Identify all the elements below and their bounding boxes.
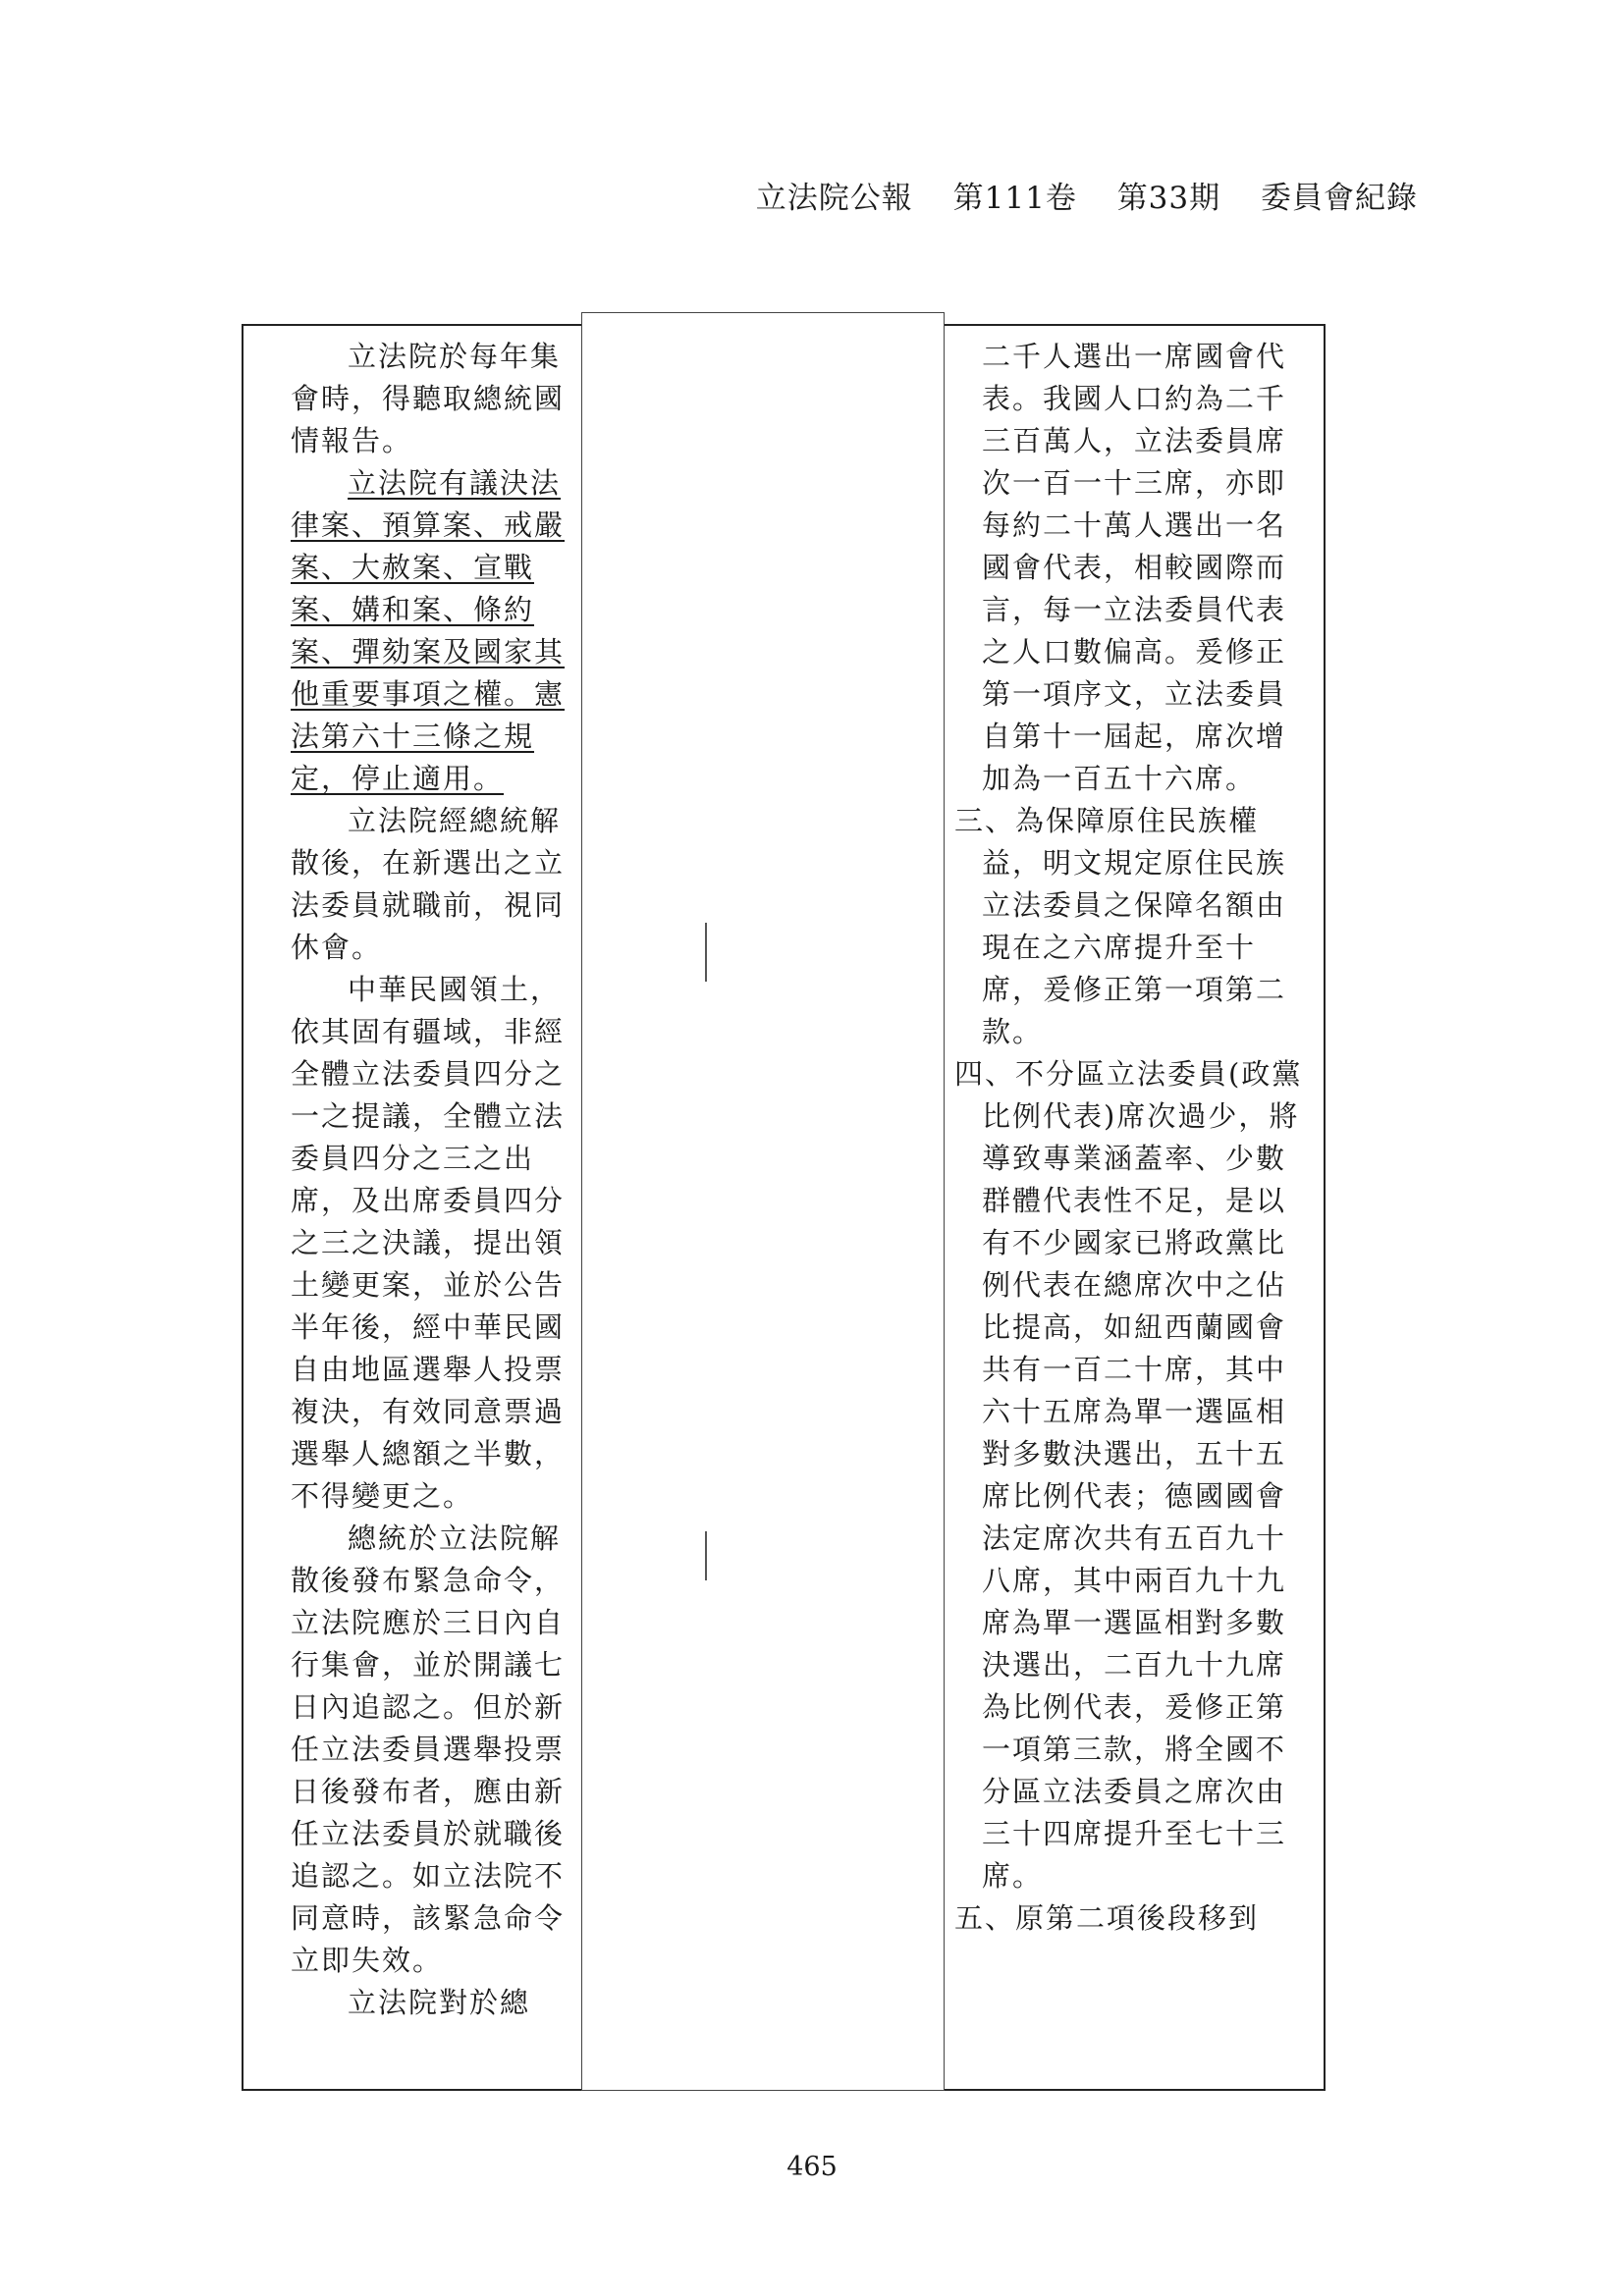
section-label: 委員會紀錄 (1261, 181, 1418, 216)
right-paragraph-1: 二千人選出一席國會代表。我國人口約為二千三百萬人，立法委員席次一百一十三席，亦即每約二十萬人選出一名國會代表，相較國際而言，每一立法委員代表之人口數偏高。爰修正第一項序文，立法委員自第十一屆起，席次增加為一百五十六席。 (982, 340, 1287, 795)
left-paragraph-1: 立法院於每年集會時，得聽取總統國情報告。 (291, 340, 566, 457)
right-paragraph-2: 三、為保障原住民族權益，明文規定原住民族立法委員之保障名額由現在之六席提升至十席，爰修正第一項第二款。 (954, 804, 1287, 1048)
right-column (945, 324, 1326, 2091)
volume-label: 第111卷 (952, 181, 1077, 216)
publication-title: 立法院公報 (755, 181, 913, 216)
left-paragraph-4: 中華民國領土，依其固有疆域，非經全體立法委員四分之一之提議，全體立法委員四分之三之出席，及出席委員四分之三之決議，提出領土變更案，並於公告半年後，經中華民國自由地區選舉人投票複決，有效同意票過選舉人總額之半數，不得變更之。 (291, 973, 566, 1513)
right-paragraph-3: 四、不分區立法委員(政黨比例代表)席次過少，將導致專業涵蓋率、少數群體代表性不足，是以有不少國家已將政黨比例代表在總席次中之佔比提高，如紐西蘭國會共有一百二十席，其中六十五席為單一選區相對多數決選出，五十五席比例代表；德國國會法定席次共有五百九十八席，其中兩百九十九席為單一選區相對多數決選出，二百九十九席為比例代表，爰修正第一項第三款，將全國不分區立法委員之席次由三十四席提升至七十三席。 (954, 1057, 1303, 1893)
left-paragraph-2-amended: 立法院有議決法律案、預算案、戒嚴案、大赦案、宣戰案、媾和案、條約案、彈劾案及國家其他重要事項之權。憲法第六十三條之規定，停止適用。 (291, 466, 566, 795)
issue-label: 第33期 (1116, 181, 1221, 216)
page-number: 465 (786, 2152, 838, 2182)
left-paragraph-5: 總統於立法院解散後發布緊急命令，立法院應於三日內自行集會，並於開議七日內追認之。但於新任立法委員選舉投票日後發布者，應由新任立法委員於就職後追認之。如立法院不同意時，該緊急命令立即失效。 (291, 1522, 566, 1977)
middle-column-empty (581, 312, 945, 2091)
scan-mark (705, 1531, 707, 1580)
comparison-table (242, 312, 1326, 2099)
left-paragraph-3: 立法院經總統解散後，在新選出之立法委員就職前，視同休會。 (291, 804, 566, 964)
left-column (242, 324, 581, 2091)
left-paragraph-6: 立法院對於總 (348, 1986, 531, 2019)
scan-mark (705, 923, 707, 982)
page-header (756, 173, 1418, 217)
right-paragraph-4: 五、原第二項後段移到 (954, 1901, 1260, 1935)
